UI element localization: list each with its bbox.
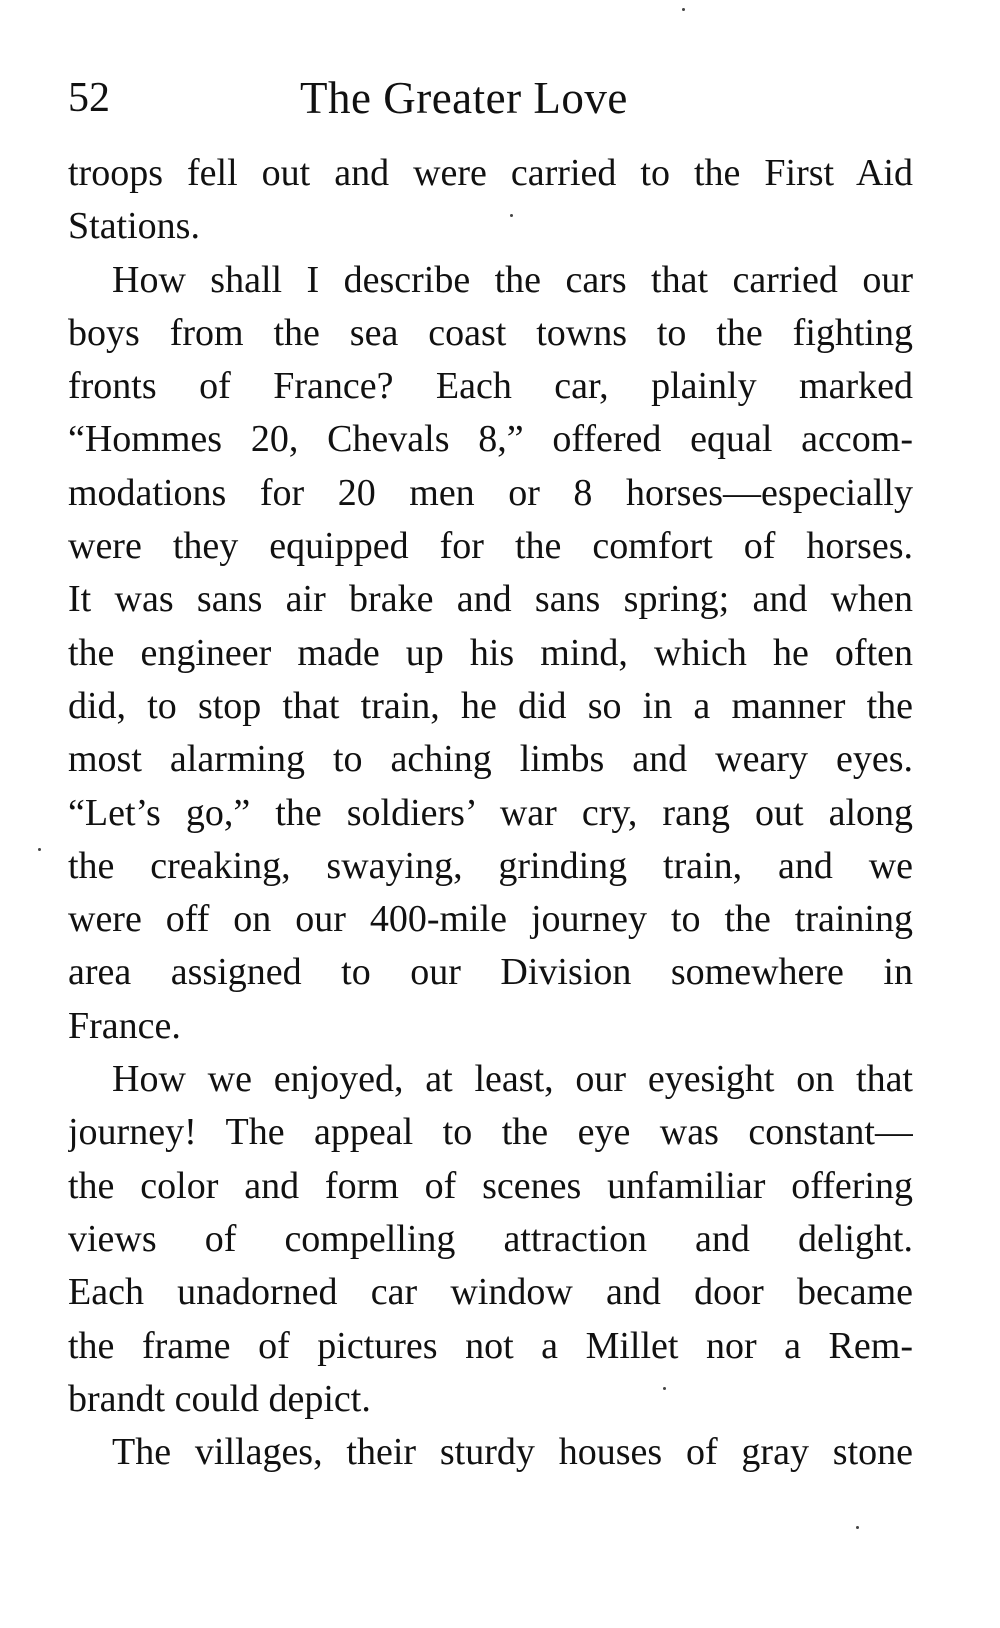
- paper-speck: [663, 1387, 666, 1390]
- paragraph-start-line: How shall I describe the cars that carried our: [112, 258, 913, 301]
- text-line: troops fell out and were carried to the First Aid: [68, 152, 913, 194]
- text-line: “Hommes 20, Chevals 8,” offered equal accom-: [68, 418, 913, 461]
- text-line: were they equipped for the comfort of horses.: [68, 525, 913, 568]
- text-line: the creaking, swaying, grinding train, and we: [68, 844, 913, 887]
- body-text: [68, 147, 913, 1479]
- text-line: did, to stop that train, he did so in a manner the: [68, 684, 913, 727]
- paper-speck: [682, 8, 685, 11]
- text-line: the engineer made up his mind, which he often: [68, 631, 913, 674]
- page-header: [68, 68, 928, 128]
- text-line: Stations.: [68, 205, 200, 248]
- text-line: the frame of pictures not a Millet nor a Rem-: [68, 1324, 913, 1367]
- text-line: boys from the sea coast towns to the fighting: [68, 311, 913, 354]
- text-line: area assigned to our Division somewhere in: [68, 951, 913, 994]
- paper-speck: [38, 848, 41, 851]
- text-line: were off on our 400-mile journey to the training: [68, 898, 913, 941]
- running-title: The Greater Love: [300, 73, 628, 123]
- text-line: It was sans air brake and sans spring; and when: [68, 578, 913, 621]
- text-line: “Let’s go,” the soldiers’ war cry, rang out along: [68, 791, 913, 834]
- paper-speck: [856, 1526, 859, 1529]
- text-line: most alarming to aching limbs and weary eyes.: [68, 738, 913, 781]
- text-line: the color and form of scenes unfamiliar offering: [68, 1164, 913, 1207]
- text-line: France.: [68, 1004, 181, 1047]
- text-line: Each unadorned car window and door became: [68, 1271, 913, 1314]
- text-line: fronts of France? Each car, plainly marked: [68, 365, 913, 408]
- page-number: 52: [68, 75, 110, 121]
- text-line: modations for 20 men or 8 horses—especially: [68, 471, 913, 514]
- text-line: views of compelling attraction and delight.: [68, 1217, 913, 1260]
- paragraph-start-line: The villages, their sturdy houses of gray stone: [112, 1431, 913, 1474]
- text-line: journey! The appeal to the eye was constant—: [68, 1111, 913, 1154]
- paper-speck: [510, 214, 513, 217]
- text-line: brandt could depict.: [68, 1377, 371, 1420]
- paragraph-start-line: How we enjoyed, at least, our eyesight on that: [112, 1058, 913, 1101]
